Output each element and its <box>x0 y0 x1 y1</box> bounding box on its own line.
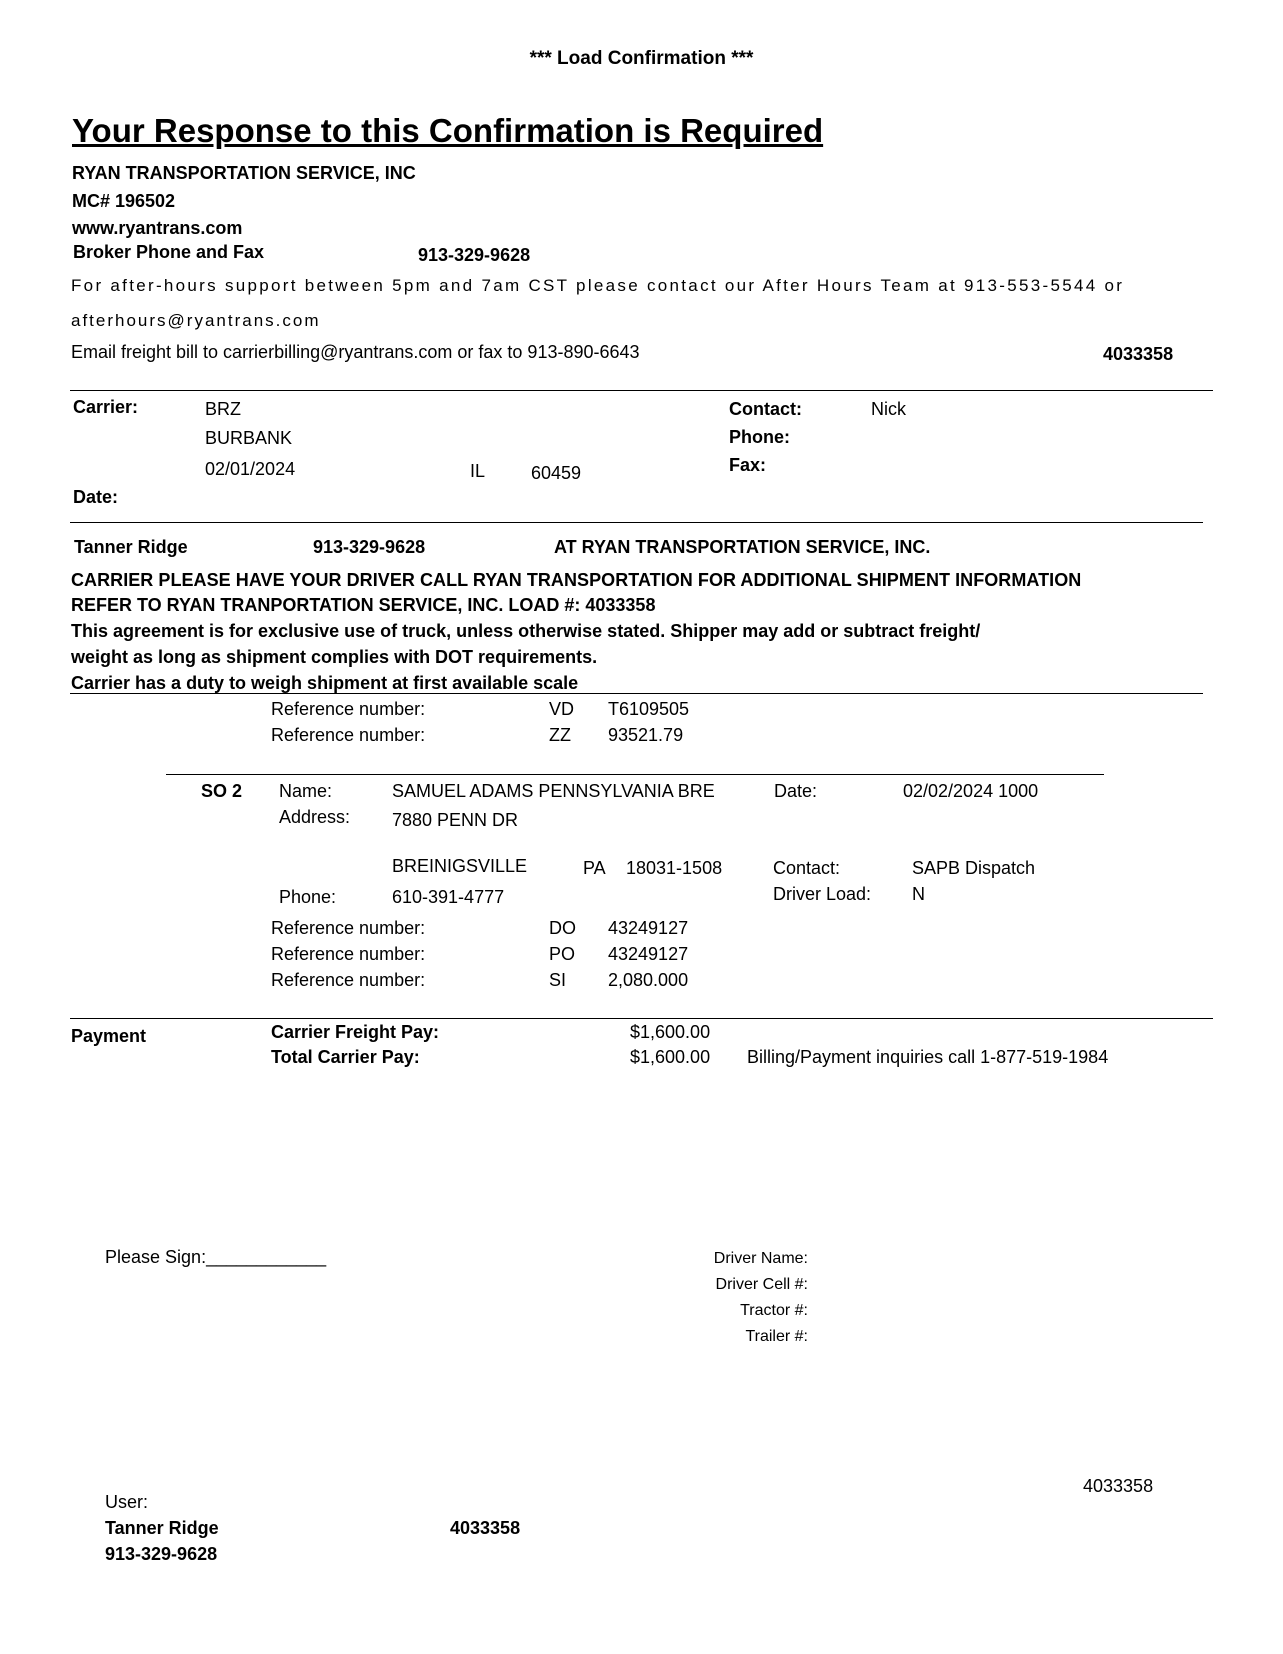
divider <box>70 390 1213 391</box>
reference-value: 93521.79 <box>608 725 684 745</box>
load-reference-notice: REFER TO RYAN TRANPORTATION SERVICE, INC. LOAD #: 4033358 <box>71 595 656 615</box>
carrier-label: Carrier: <box>73 397 139 417</box>
reference-label: Reference number: <box>271 699 426 719</box>
reference-code: VD <box>549 699 575 719</box>
broker-phone-label: Broker Phone and Fax <box>73 242 265 262</box>
reference-code: SI <box>549 970 567 990</box>
freight-pay-value: $1,600.00 <box>630 1022 711 1042</box>
payment-inquiries: Billing/Payment inquiries call 1-877-519-1984 <box>747 1047 1109 1067</box>
stop-address-label: Address: <box>279 807 351 827</box>
user-label: User: <box>105 1492 149 1512</box>
stop-zip: 18031-1508 <box>626 858 723 878</box>
stop-contact-value: SAPB Dispatch <box>912 858 1036 878</box>
stop-contact-label: Contact: <box>773 858 841 878</box>
carrier-contact-value: Nick <box>871 399 906 419</box>
response-required-banner: Your Response to this Confirmation is Required <box>72 112 824 149</box>
signature-line[interactable]: Please Sign:____________ <box>105 1247 327 1267</box>
user-load-number: 4033358 <box>450 1518 521 1538</box>
reference-value: 43249127 <box>608 918 689 938</box>
reference-value: 43249127 <box>608 944 689 964</box>
weigh-notice: Carrier has a duty to weigh shipment at first available scale <box>71 673 579 693</box>
stop-name-label: Name: <box>279 781 333 801</box>
user-phone: 913-329-9628 <box>105 1544 218 1564</box>
rep-phone: 913-329-9628 <box>313 537 426 557</box>
document-title: *** Load Confirmation *** <box>529 48 754 69</box>
reference-value: 2,080.000 <box>608 970 689 990</box>
carrier-phone-label: Phone: <box>729 427 790 447</box>
trailer-label: Trailer #: <box>745 1328 808 1345</box>
reference-value: T6109505 <box>608 699 690 719</box>
reference-label: Reference number: <box>271 918 426 938</box>
reference-code: DO <box>549 918 576 938</box>
stop-name-value: SAMUEL ADAMS PENNSYLVANIA BRE <box>392 781 715 801</box>
rep-name: Tanner Ridge <box>74 537 188 557</box>
carrier-zip: 60459 <box>531 463 582 483</box>
email-freight-bill: Email freight bill to carrierbilling@ryantrans.com or fax to 913-890-6643 <box>71 342 640 362</box>
reference-label: Reference number: <box>271 944 426 964</box>
total-pay-label: Total Carrier Pay: <box>271 1047 420 1067</box>
divider <box>70 693 1203 694</box>
carrier-date-label: Date: <box>73 487 119 507</box>
after-hours-email: afterhours@ryantrans.com <box>71 311 321 330</box>
freight-pay-label: Carrier Freight Pay: <box>271 1022 440 1042</box>
stop-date-label: Date: <box>774 781 818 801</box>
stop-address-value: 7880 PENN DR <box>392 810 519 830</box>
divider <box>70 1018 1213 1019</box>
stop-city: BREINIGSVILLE <box>392 856 528 876</box>
divider <box>166 774 1104 775</box>
divider <box>70 522 1203 523</box>
reference-code: PO <box>549 944 576 964</box>
driver-load-label: Driver Load: <box>773 884 872 904</box>
company-website: www.ryantrans.com <box>72 218 243 238</box>
carrier-fax-label: Fax: <box>729 455 767 475</box>
rep-company: AT RYAN TRANSPORTATION SERVICE, INC. <box>554 537 931 557</box>
load-number: 4033358 <box>1103 344 1174 364</box>
mc-number: MC# 196502 <box>72 191 176 211</box>
carrier-name: BRZ <box>205 399 241 419</box>
driver-load-value: N <box>912 884 925 904</box>
reference-code: ZZ <box>549 725 571 745</box>
stop-phone-value: 610-391-4777 <box>392 887 505 907</box>
carrier-city: BURBANK <box>205 428 293 448</box>
broker-phone: 913-329-9628 <box>418 245 531 265</box>
reference-label: Reference number: <box>271 725 426 745</box>
total-pay-value: $1,600.00 <box>630 1047 711 1067</box>
footer-load-number: 4033358 <box>1083 1476 1154 1496</box>
stop-date-value: 02/02/2024 1000 <box>903 781 1039 801</box>
dot-notice: weight as long as shipment complies with DOT requirements. <box>71 647 598 667</box>
driver-call-notice: CARRIER PLEASE HAVE YOUR DRIVER CALL RYAN TRANSPORTATION FOR ADDITIONAL SHIPMENT INFORMATION <box>71 570 1082 590</box>
carrier-state: IL <box>470 461 486 481</box>
stop-id: SO 2 <box>201 781 243 801</box>
exclusive-use-notice: This agreement is for exclusive use of truck, unless otherwise stated. Shipper may add or subtract freight/ <box>71 621 981 641</box>
stop-phone-label: Phone: <box>279 887 337 907</box>
reference-label: Reference number: <box>271 970 426 990</box>
driver-cell-label: Driver Cell #: <box>715 1276 808 1293</box>
stop-state: PA <box>583 858 606 878</box>
driver-name-label: Driver Name: <box>713 1250 808 1267</box>
company-name: RYAN TRANSPORTATION SERVICE, INC <box>72 163 416 183</box>
tractor-label: Tractor #: <box>740 1302 808 1319</box>
payment-label: Payment <box>71 1026 147 1046</box>
carrier-contact-label: Contact: <box>729 399 802 419</box>
user-name: Tanner Ridge <box>105 1518 219 1538</box>
carrier-date-value: 02/01/2024 <box>205 459 296 479</box>
after-hours-text: For after-hours support between 5pm and 7am CST please contact our After Hours Team at 913-553-5544 or <box>71 276 1125 295</box>
